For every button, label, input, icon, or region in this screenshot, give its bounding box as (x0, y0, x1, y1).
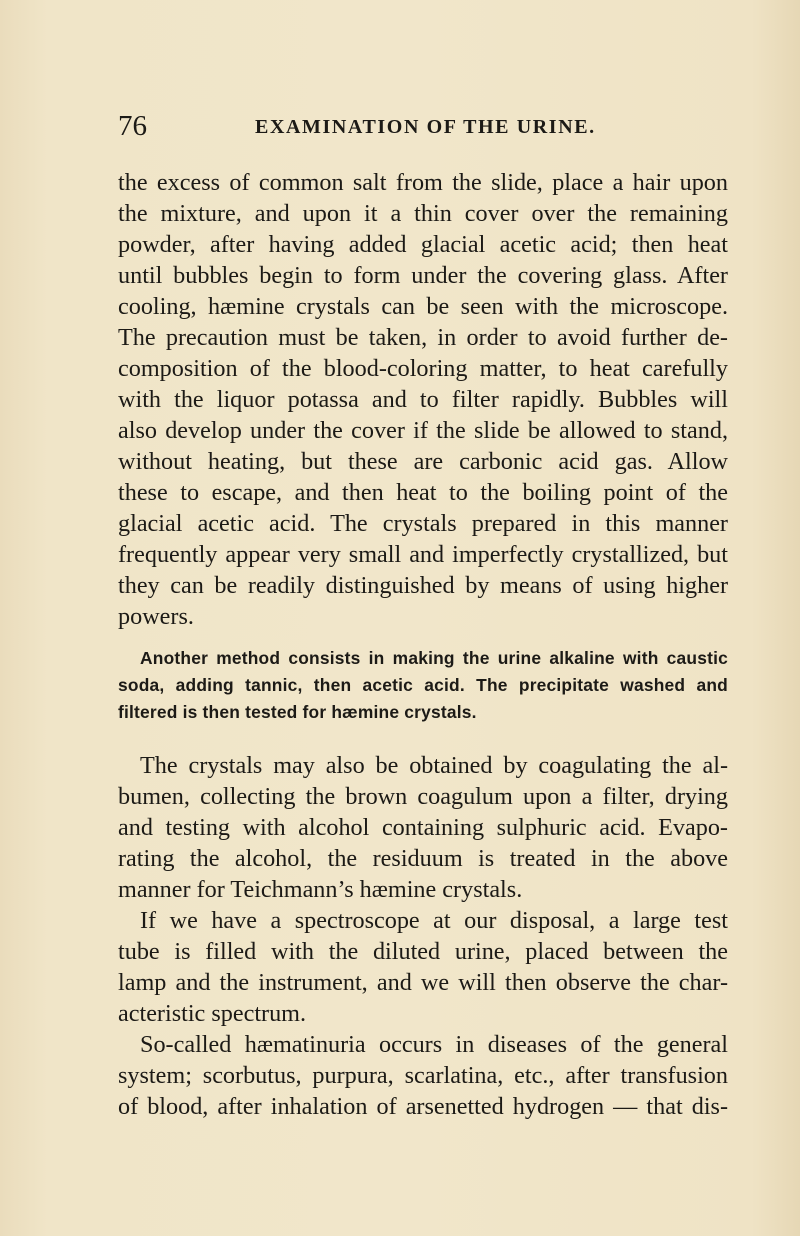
text-line: frequently appear very small and imperfectly crystallized, but (118, 541, 728, 568)
text-line: lamp and the instrument, and we will then observe the char- (118, 969, 728, 996)
text-line: acteristic spectrum. (118, 1000, 307, 1027)
page-header (118, 108, 728, 144)
text-line: until bubbles begin to form under the covering glass. After (118, 262, 728, 289)
text-line: filtered is then tested for hæmine crystals. (118, 702, 477, 722)
text-line: the mixture, and upon it a thin cover over the remaining (118, 200, 728, 227)
text-line: without heating, but these are carbonic acid gas. Allow (118, 448, 728, 475)
text-line: bumen, collecting the brown coagulum upon a filter, drying (118, 783, 728, 810)
text-line: they can be readily distinguished by means of using higher (118, 572, 728, 599)
paragraph-3 (118, 905, 728, 1029)
text-line: powers. (118, 603, 194, 630)
text-line: Another method consists in making the urine alkaline with caustic (140, 648, 728, 668)
text-line: glacial acetic acid. The crystals prepared in this manner (118, 510, 728, 537)
text-line: manner for Teichmann’s hæmine crystals. (118, 876, 523, 903)
text-line: these to escape, and then heat to the boiling point of the (118, 479, 728, 506)
small-print-paragraph (118, 645, 728, 726)
text-line: rating the alcohol, the residuum is treated in the above (118, 845, 728, 872)
paragraph-4 (118, 1029, 728, 1122)
text-line: powder, after having added glacial acetic acid; then heat (118, 231, 728, 258)
text-line: tube is filled with the diluted urine, placed between the (118, 938, 728, 965)
text-line: and testing with alcohol containing sulphuric acid. Evapo- (118, 814, 728, 841)
text-line: The crystals may also be obtained by coagulating the al- (140, 752, 728, 779)
text-line: of blood, after inhalation of arsenetted hydrogen — that dis- (118, 1093, 728, 1120)
text-line: If we have a spectroscope at our disposal, a large test (140, 907, 728, 934)
text-line: cooling, hæmine crystals can be seen with the microscope. (118, 293, 728, 320)
text-line: So-called hæmatinuria occurs in diseases of the general (140, 1031, 728, 1058)
paragraph-1 (118, 167, 728, 632)
text-line: with the liquor potassa and to filter rapidly. Bubbles will (118, 386, 728, 413)
text-line: composition of the blood-coloring matter, to heat carefully (118, 355, 728, 382)
text-line: also develop under the cover if the slide be allowed to stand, (118, 417, 728, 444)
text-line: system; scorbutus, purpura, scarlatina, etc., after transfusion (118, 1062, 728, 1089)
text-line: soda, adding tannic, then acetic acid. The precipitate washed and (118, 675, 728, 695)
paragraph-2 (118, 750, 728, 905)
running-head: EXAMINATION OF THE URINE. (255, 116, 596, 138)
text-line: the excess of common salt from the slide, place a hair upon (118, 169, 728, 196)
page-number: 76 (118, 110, 147, 142)
text-line: The precaution must be taken, in order to avoid further de- (118, 324, 728, 351)
